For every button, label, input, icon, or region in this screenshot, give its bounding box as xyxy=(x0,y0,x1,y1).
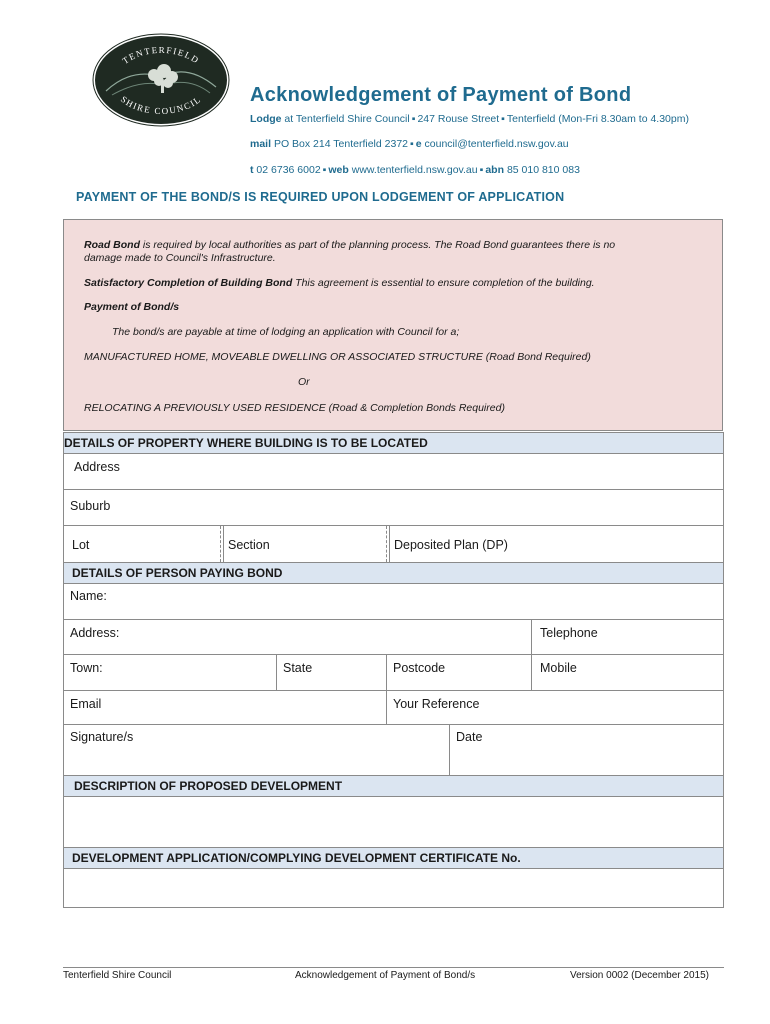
info-box xyxy=(63,219,723,431)
logo-top-text: TENTERFIELD xyxy=(120,44,202,66)
mail-text: PO Box 214 Tenterfield 2372 xyxy=(273,138,409,150)
dp-field[interactable] xyxy=(389,526,723,562)
payable-text: The bond/s are payable at time of lodging an application with Council for a; xyxy=(112,326,460,338)
footer-rule xyxy=(63,967,724,968)
footer-document-title: Acknowledgement of Payment of Bond/s xyxy=(295,970,476,981)
lodge-text: at Tenterfield Shire Council xyxy=(284,113,410,125)
development-section-header xyxy=(64,776,723,797)
email-text: council@tenterfield.nsw.gov.au xyxy=(424,138,569,150)
postcode-label: Postcode xyxy=(393,661,446,675)
lodge-line: Lodge at Tenterfield Shire Council ▪ 247 Rouse Street ▪ Tenterfield (Mon-Fri 8.30am to 4.30pm) xyxy=(250,113,689,125)
date-field[interactable] xyxy=(449,725,723,775)
certificate-section-header xyxy=(64,848,723,869)
suburb-label: Suburb xyxy=(70,499,111,513)
mail-label: mail xyxy=(250,138,272,150)
completion-label: Satisfactory Completion of Building Bond xyxy=(84,277,293,289)
state-label: State xyxy=(283,661,313,675)
reference-field[interactable] xyxy=(386,691,723,724)
abn-text: 85 010 810 083 xyxy=(506,164,580,176)
lot-section-dp-row xyxy=(64,526,723,563)
abn-label: abn xyxy=(485,164,505,176)
footer-council: Tenterfield Shire Council xyxy=(63,970,172,981)
logo-bottom-text: SHIRE COUNCIL xyxy=(118,93,204,117)
section-label: Section xyxy=(228,538,270,552)
telephone-label: Telephone xyxy=(540,626,598,640)
phone-label: t xyxy=(250,164,254,176)
town-label: Town: xyxy=(70,661,103,675)
date-label: Date xyxy=(456,730,483,744)
payer-section-header xyxy=(64,563,723,584)
development-description-field[interactable] xyxy=(64,797,723,848)
road-bond-paragraph xyxy=(84,239,709,252)
email-label: e xyxy=(415,138,422,150)
contact-line: t 02 6736 6002 ▪ web www.tenterfield.nsw.gov.au ▪ abn 85 010 810 083 xyxy=(250,164,580,176)
name-field[interactable] xyxy=(64,584,723,620)
bond-form xyxy=(63,432,724,908)
certificate-number-field[interactable] xyxy=(64,869,723,907)
suburb-field[interactable] xyxy=(64,490,723,526)
mobile-field[interactable] xyxy=(531,655,723,690)
postcode-field[interactable] xyxy=(386,655,531,690)
town-row xyxy=(64,655,723,691)
section-field[interactable] xyxy=(223,526,386,562)
payer-address-label: Address: xyxy=(70,626,120,640)
lodge-street: 247 Rouse Street xyxy=(417,113,500,125)
address-label: Address xyxy=(74,460,120,474)
state-field[interactable] xyxy=(276,655,386,690)
road-bond-text-2: damage made to Council's Infrastructure. xyxy=(84,252,276,264)
name-label: Name: xyxy=(70,589,107,603)
reference-label: Your Reference xyxy=(393,697,480,711)
payer-address-row xyxy=(64,620,723,655)
email-row xyxy=(64,691,723,725)
completion-text: This agreement is essential to ensure completion of the building. xyxy=(295,277,595,289)
address-field[interactable] xyxy=(64,454,723,490)
option-manufactured-home: MANUFACTURED HOME, MOVEABLE DWELLING OR ASSOCIATED STRUCTURE (Road Bond Required) xyxy=(84,351,591,363)
footer-version: Version 0002 (December 2015) xyxy=(570,970,709,981)
mail-line: mail PO Box 214 Tenterfield 2372 ▪ e council@tenterfield.nsw.gov.au xyxy=(250,138,569,150)
council-logo xyxy=(92,33,230,128)
town-field[interactable] xyxy=(64,655,276,690)
option-relocating-residence: RELOCATING A PREVIOUSLY USED RESIDENCE (Road & Completion Bonds Required) xyxy=(84,402,505,414)
page-title: Acknowledgement of Payment of Bond xyxy=(250,84,632,106)
signature-row xyxy=(64,725,723,776)
email-label: Email xyxy=(70,697,102,711)
completion-paragraph xyxy=(84,277,595,290)
property-section-header xyxy=(64,433,723,454)
lot-field[interactable] xyxy=(64,526,220,562)
road-bond-text: is required by local authorities as part of the planning process. The Road Bond guarantees there is no xyxy=(142,239,616,251)
signature-field[interactable] xyxy=(64,725,449,775)
telephone-field[interactable] xyxy=(531,620,723,654)
mobile-label: Mobile xyxy=(540,661,577,675)
phone-text: 02 6736 6002 xyxy=(256,164,321,176)
payer-heading: DETAILS OF PERSON PAYING BOND xyxy=(72,566,283,580)
web-text: www.tenterfield.nsw.gov.au xyxy=(351,164,478,176)
lodge-label: Lodge xyxy=(250,113,282,125)
email-field[interactable] xyxy=(64,691,386,724)
property-heading: DETAILS OF PROPERTY WHERE BUILDING IS TO BE LOCATED xyxy=(64,436,428,450)
dp-label: Deposited Plan (DP) xyxy=(394,538,508,552)
web-label: web xyxy=(328,164,349,176)
development-heading: DESCRIPTION OF PROPOSED DEVELOPMENT xyxy=(74,779,343,793)
signature-label: Signature/s xyxy=(70,730,134,744)
certificate-heading: DEVELOPMENT APPLICATION/COMPLYING DEVELOPMENT CERTIFICATE No. xyxy=(72,851,521,865)
payment-heading: Payment of Bond/s xyxy=(84,301,180,313)
payment-notice: PAYMENT OF THE BOND/S IS REQUIRED UPON LODGEMENT OF APPLICATION xyxy=(76,190,565,204)
road-bond-label: Road Bond xyxy=(84,239,140,251)
lot-label: Lot xyxy=(72,538,90,552)
or-text: Or xyxy=(298,376,310,388)
lodge-hours: Tenterfield (Mon-Fri 8.30am to 4.30pm) xyxy=(506,113,689,125)
payer-address-field[interactable] xyxy=(64,620,531,654)
